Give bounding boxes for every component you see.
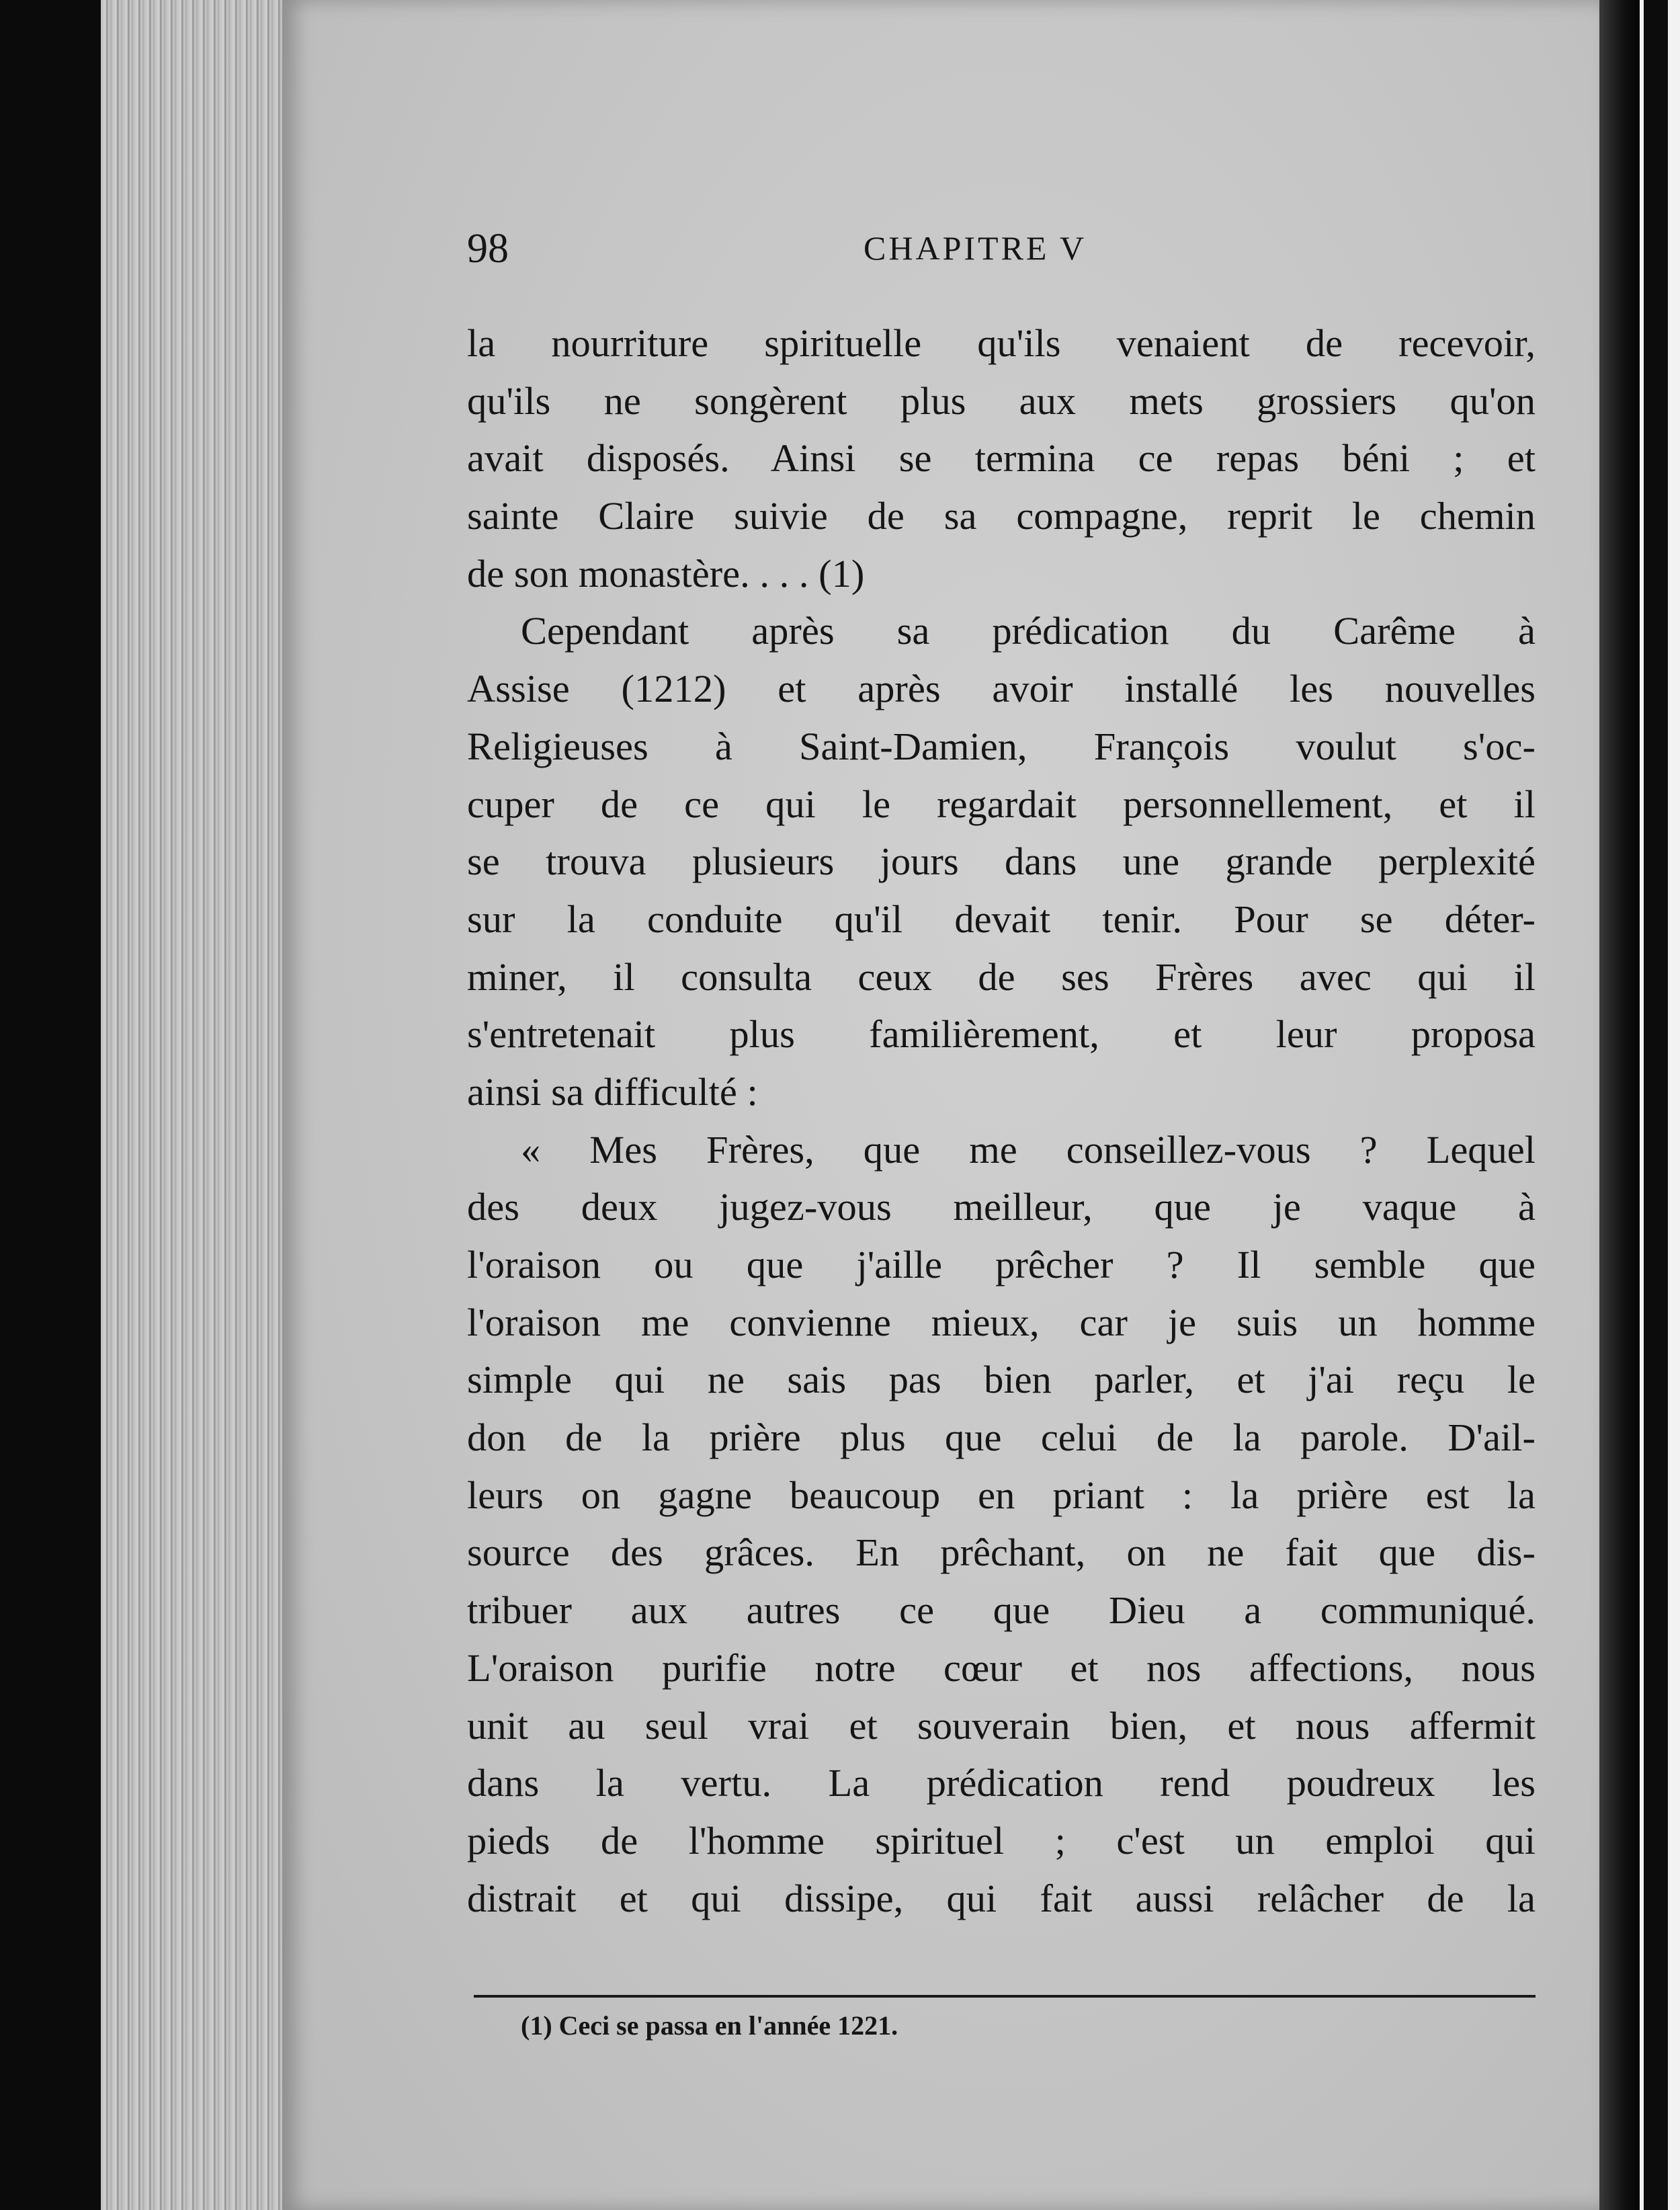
text-line: simple qui ne sais pas bien parler, et j'ai reçu le	[467, 1358, 1536, 1402]
text-line: pieds de l'homme spirituel ; c'est un emploi qui	[467, 1818, 1536, 1863]
page-number: 98	[467, 226, 509, 272]
text-line: l'oraison ou que j'aille prêcher ? Il semble que	[467, 1243, 1536, 1286]
text-line: l'oraison me convienne mieux, car je suis un homme	[467, 1300, 1536, 1344]
text-line: source des grâces. En prêchant, on ne fait que dis-	[467, 1530, 1536, 1575]
page-edges	[101, 0, 302, 2210]
text-line: s'entretenait plus familièrement, et leur proposa	[467, 1012, 1536, 1057]
text-line: miner, il consulta ceux de ses Frères avec qui il	[467, 954, 1536, 999]
text-line: ainsi sa difficulté :	[467, 1069, 758, 1114]
text-line: des deux jugez-vous meilleur, que je vaque à	[467, 1185, 1536, 1229]
text-line: « Mes Frères, que me conseillez-vous ? Lequel	[521, 1127, 1536, 1172]
text-line: sur la conduite qu'il devait tenir. Pour se déter-	[467, 897, 1536, 941]
text-line: se trouva plusieurs jours dans une grande perplexité	[467, 840, 1536, 884]
running-head: CHAPITRE V	[864, 229, 1087, 267]
text-line: tribuer aux autres ce que Dieu a communiqué.	[467, 1588, 1536, 1633]
footnote-rule	[474, 1995, 1536, 1998]
text-line: sainte Claire suivie de sa compagne, reprit le chemin	[467, 494, 1536, 538]
binding-shadow	[1599, 0, 1640, 2210]
text-line: de son monastère. . . . (1)	[467, 551, 865, 596]
text-line: Cependant après sa prédication du Carême à	[521, 609, 1536, 653]
text-line: L'oraison purifie notre cœur et nos affections, nous	[467, 1645, 1536, 1690]
footnote: (1) Ceci se passa en l'année 1221.	[521, 2010, 898, 2041]
text-line: don de la prière plus que celui de la parole. D'ail-	[467, 1416, 1536, 1460]
text-line: leurs on gagne beaucoup en priant : la prière est la	[467, 1473, 1536, 1517]
body-text	[467, 315, 1536, 1927]
text-line: distrait et qui dissipe, qui fait aussi relâcher de la	[467, 1876, 1536, 1920]
text-line: qu'ils ne songèrent plus aux mets grossiers qu'on	[467, 378, 1536, 423]
text-line: cuper de ce qui le regardait personnellement, et il	[467, 782, 1536, 826]
text-line: dans la vertu. La prédication rend poudreux les	[467, 1761, 1536, 1805]
scan-border-dark	[1644, 0, 1668, 2210]
text-line: la nourriture spirituelle qu'ils venaient de recevoir,	[467, 321, 1536, 365]
text-line: avait disposés. Ainsi se termina ce repas béni ; et	[467, 436, 1536, 481]
text-line: Assise (1212) et après avoir installé les nouvelles	[467, 667, 1536, 711]
text-line: Religieuses à Saint-Damien, François voulut s'oc-	[467, 724, 1536, 768]
text-line: unit au seul vrai et souverain bien, et nous affermit	[467, 1703, 1536, 1748]
